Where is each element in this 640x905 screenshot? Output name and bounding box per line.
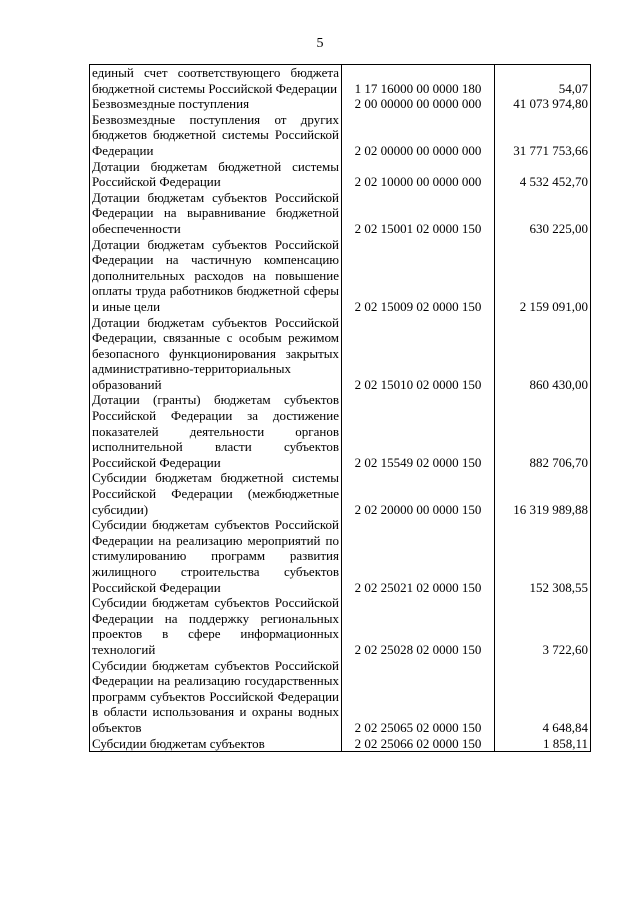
table-row	[90, 392, 591, 470]
table-row	[90, 315, 591, 393]
page-number: 5	[316, 36, 324, 51]
row-sum-cell: 3 722,60	[495, 595, 591, 657]
row-name-cell: Безвозмездные поступления от других бюджетов бюджетной системы Российской Федерации	[90, 112, 342, 159]
row-sum-cell: 31 771 753,66	[495, 112, 591, 159]
budget-table-body	[90, 65, 591, 752]
row-sum-cell: 16 319 989,88	[495, 470, 591, 517]
row-name-cell: Дотации бюджетам субъектов Российской Федерации на частичную компенсацию дополнительных расходов на повышение оплаты труда работников бюджетной сферы и иные цели	[90, 237, 342, 315]
row-code-cell: 2 02 10000 00 0000 000	[342, 159, 495, 190]
row-code-cell: 2 02 25066 02 0000 150	[342, 736, 495, 752]
budget-revenue-table	[89, 64, 591, 752]
table-row	[90, 517, 591, 595]
row-sum-cell: 882 706,70	[495, 392, 591, 470]
table-row	[90, 96, 591, 112]
row-code-cell: 2 02 15009 02 0000 150	[342, 237, 495, 315]
row-sum-cell: 152 308,55	[495, 517, 591, 595]
row-name-cell: Субсидии бюджетам субъектов Российской Федерации на поддержку региональных проектов в сфере информационных технологий	[90, 595, 342, 657]
row-code-cell: 2 02 25065 02 0000 150	[342, 658, 495, 736]
row-code-cell: 2 02 25028 02 0000 150	[342, 595, 495, 657]
table-row	[90, 159, 591, 190]
row-sum-cell: 54,07	[495, 65, 591, 97]
row-sum-cell: 630 225,00	[495, 190, 591, 237]
table-row	[90, 112, 591, 159]
row-code-cell: 2 02 15010 02 0000 150	[342, 315, 495, 393]
table-row	[90, 237, 591, 315]
row-sum-cell: 2 159 091,00	[495, 237, 591, 315]
row-code-cell: 2 02 25021 02 0000 150	[342, 517, 495, 595]
row-code-cell: 1 17 16000 00 0000 180	[342, 65, 495, 97]
row-name-cell: Субсидии бюджетам субъектов Российской Федерации на реализацию государственных программ субъектов Российской Федерации в области использования и охраны водных объектов	[90, 658, 342, 736]
row-name-cell: Субсидии бюджетам субъектов Российской Федерации на реализацию мероприятий по стимулированию программ развития жилищного строительства субъектов Российской Федерации	[90, 517, 342, 595]
row-code-cell: 2 02 00000 00 0000 000	[342, 112, 495, 159]
row-code-cell: 2 02 20000 00 0000 150	[342, 470, 495, 517]
table-row	[90, 190, 591, 237]
row-name-cell: Субсидии бюджетам субъектов	[90, 736, 342, 752]
row-sum-cell: 4 648,84	[495, 658, 591, 736]
row-name-cell: Дотации (гранты) бюджетам субъектов Российской Федерации за достижение показателей деятельности органов исполнительной власти субъектов Российской Федерации	[90, 392, 342, 470]
row-name-cell: Субсидии бюджетам бюджетной системы Российской Федерации (межбюджетные субсидии)	[90, 470, 342, 517]
row-sum-cell: 860 430,00	[495, 315, 591, 393]
row-sum-cell: 4 532 452,70	[495, 159, 591, 190]
row-sum-cell: 41 073 974,80	[495, 96, 591, 112]
row-code-cell: 2 00 00000 00 0000 000	[342, 96, 495, 112]
row-code-cell: 2 02 15549 02 0000 150	[342, 392, 495, 470]
table-row	[90, 658, 591, 736]
row-name-cell: Дотации бюджетам субъектов Российской Федерации на выравнивание бюджетной обеспеченности	[90, 190, 342, 237]
row-name-cell: Дотации бюджетам бюджетной системы Российской Федерации	[90, 159, 342, 190]
table-row	[90, 470, 591, 517]
table-row	[90, 595, 591, 657]
budget-table-container	[89, 64, 591, 752]
row-name-cell: единый счет соответствующего бюджета бюджетной системы Российской Федерации	[90, 65, 342, 97]
row-name-cell: Дотации бюджетам субъектов Российской Федерации, связанные с особым режимом безопасного функционирования закрытых административно-территориальных образований	[90, 315, 342, 393]
table-row	[90, 736, 591, 752]
table-row	[90, 65, 591, 97]
row-sum-cell: 1 858,11	[495, 736, 591, 752]
row-name-cell: Безвозмездные поступления	[90, 96, 342, 112]
row-code-cell: 2 02 15001 02 0000 150	[342, 190, 495, 237]
